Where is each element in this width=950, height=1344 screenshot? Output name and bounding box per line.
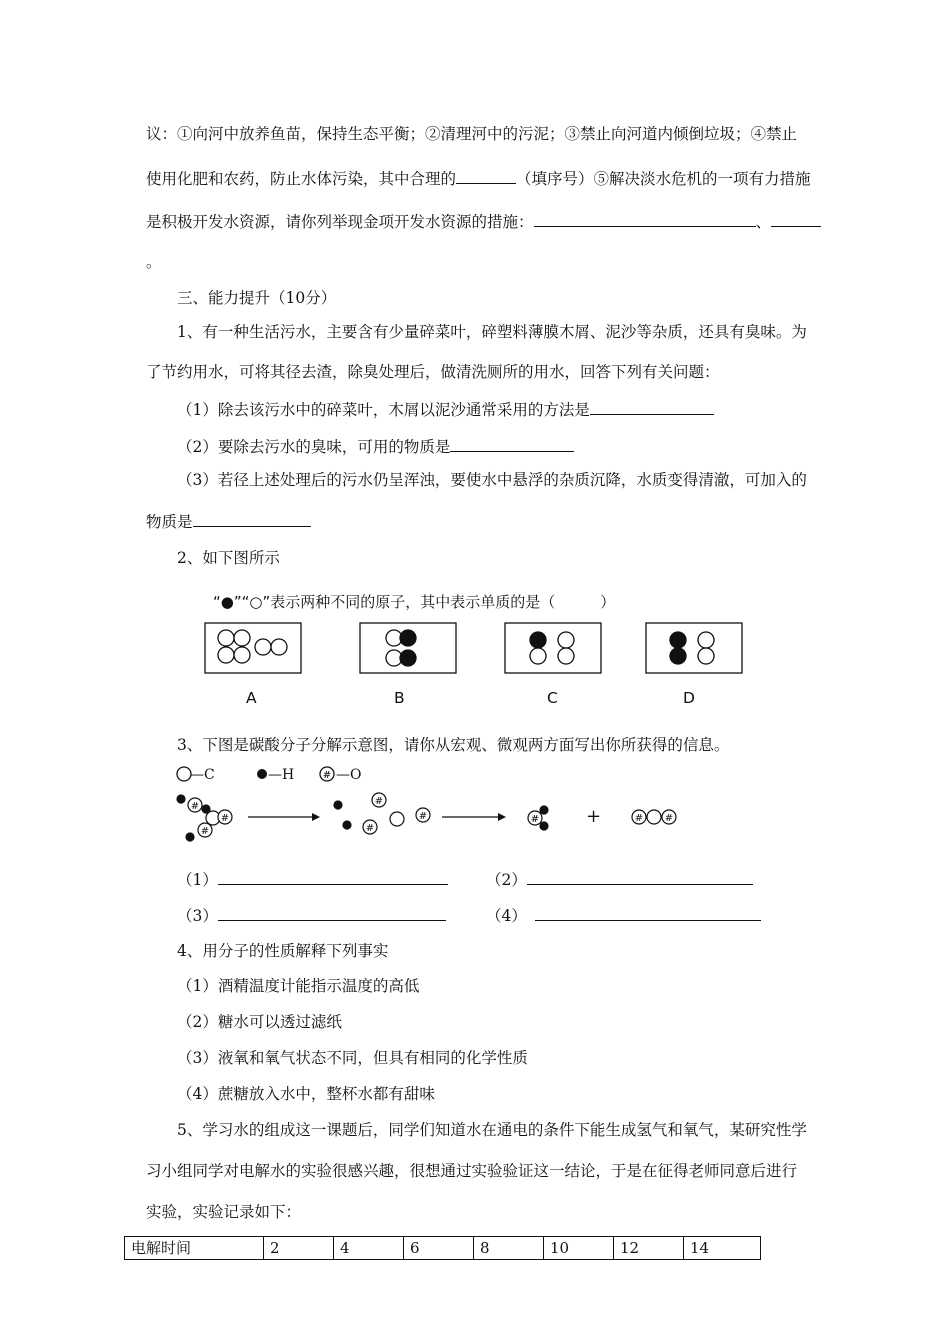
- option-a-label: A: [246, 689, 257, 707]
- q1-part-1-text: （1）除去该污水中的碎菜叶，木屑以泥沙通常采用的方法是: [177, 401, 590, 419]
- intro-line-3: [146, 210, 821, 232]
- q3-answer-3: [177, 904, 446, 926]
- table-header-cell: 4: [334, 1237, 404, 1260]
- svg-text:#: #: [365, 823, 375, 834]
- q4-item-2: （2）糖水可以透过滤纸: [177, 1013, 342, 1031]
- option-a-diagram[interactable]: [205, 623, 301, 673]
- table-header-cell: 2: [264, 1237, 334, 1260]
- q1-part-1: [177, 398, 714, 420]
- legend-carbon: —C: [190, 767, 215, 783]
- answer-blank-q3-2[interactable]: [527, 868, 753, 885]
- table-row: [125, 1237, 761, 1260]
- table-header-cell: 10: [544, 1237, 614, 1260]
- answer-blank-q1-1[interactable]: [590, 398, 714, 415]
- q1-part-2: [177, 435, 574, 457]
- answer-blank-water-2[interactable]: [771, 210, 821, 227]
- svg-text:#: #: [530, 814, 540, 825]
- answer-blank-q1-2[interactable]: [450, 435, 574, 452]
- option-b-diagram[interactable]: [360, 623, 456, 673]
- q1-part-3b: [146, 510, 311, 532]
- svg-text:#: #: [190, 801, 200, 812]
- q2-stem: 2、如下图所示: [177, 549, 280, 567]
- q1-stem-2: 了节约用水，可将其径去渣，除臭处理后，做清洗厕所的用水，回答下列有关问题：: [146, 363, 720, 381]
- q5-stem-2: 习小组同学对电解水的实验很感兴趣，很想通过实验验证这一结论，于是在征得老师同意后进行: [146, 1162, 798, 1180]
- answer-blank-q3-3[interactable]: [218, 904, 446, 921]
- q3-answer-3-label: （3）: [177, 907, 218, 925]
- svg-text:#: #: [200, 826, 210, 837]
- q4-item-4: （4）蔗糖放入水中，整杯水都有甜味: [177, 1085, 435, 1103]
- legend-hydrogen: —H: [268, 767, 295, 783]
- svg-text:#: #: [322, 770, 332, 781]
- q1-part-3b-text: 物质是: [146, 513, 193, 531]
- q4-stem: 4、用分子的性质解释下列事实: [177, 942, 389, 960]
- q1-stem-1: 1、有一种生活污水，主要含有少量碎菜叶，碎塑料薄膜木屑、泥沙等杂质，还具有臭味。为: [177, 323, 807, 341]
- svg-text:#: #: [374, 796, 384, 807]
- plus-sign: +: [586, 806, 602, 827]
- intro-line-4: 。: [146, 253, 162, 271]
- q1-part-3a: （3）若径上述处理后的污水仍呈浑浊，要使水中悬浮的杂质沉降，水质变得清澈，可加入的: [177, 471, 807, 489]
- answer-blank-q1-3[interactable]: [193, 510, 311, 527]
- answer-blank-q3-4[interactable]: [535, 904, 761, 921]
- svg-text:#: #: [220, 813, 230, 824]
- intro-line-2: [146, 167, 811, 189]
- q2-figure-caption: “●”“○”表示两种不同的原子，其中表示单质的是（ ）: [213, 593, 616, 611]
- q5-stem-1: 5、学习水的组成这一课题后，同学们知道水在通电的条件下能生成氢气和氧气，某研究性学: [177, 1121, 807, 1139]
- intro-line-2b: （填序号）⑤解决淡水危机的一项有力措施: [516, 170, 811, 188]
- intro-line-1: 议：①向河中放养鱼苗，保持生态平衡；②清理河中的污泥；③禁止向河道内倾倒垃圾；④禁止: [146, 125, 798, 143]
- electrolysis-table: [124, 1236, 761, 1260]
- q4-item-1: （1）酒精温度计能指示温度的高低: [177, 977, 420, 995]
- option-c-label: C: [547, 689, 558, 707]
- answer-blank-q3-1[interactable]: [218, 868, 448, 885]
- q4-item-3: （3）液氧和氧气状态不同，但具有相同的化学性质: [177, 1049, 528, 1067]
- carbon-atom-icon: [177, 767, 191, 781]
- table-header-cell: 8: [474, 1237, 544, 1260]
- q3-decomposition-figure: [170, 760, 690, 845]
- intro-line-2a: 使用化肥和农药，防止水体污染，其中合理的: [146, 170, 457, 188]
- q1-part-2-text: （2）要除去污水的臭味，可用的物质是: [177, 438, 451, 456]
- q3-answer-2-label: （2）: [486, 871, 527, 889]
- intro-line-3b: 、: [755, 213, 772, 231]
- q3-answer-1-label: （1）: [177, 871, 218, 889]
- table-header-cell: 14: [684, 1237, 761, 1260]
- table-header-cell: 6: [404, 1237, 474, 1260]
- q3-answer-2: [486, 868, 753, 890]
- hydrogen-atom-icon: [257, 769, 267, 779]
- q3-answer-4: [486, 904, 761, 926]
- q3-answer-4-label: （4）: [486, 907, 527, 925]
- option-b-label: B: [394, 689, 405, 707]
- table-header-cell: 电解时间: [125, 1237, 264, 1260]
- option-c-diagram[interactable]: [505, 623, 601, 673]
- q3-answer-1: [177, 868, 448, 890]
- option-d-label: D: [683, 689, 695, 707]
- svg-text:#: #: [664, 813, 674, 824]
- option-d-diagram[interactable]: [646, 623, 742, 673]
- section-title: 三、能力提升（10分）: [177, 289, 337, 307]
- legend-oxygen: —O: [336, 767, 362, 783]
- q5-stem-3: 实验，实验记录如下：: [146, 1203, 302, 1221]
- svg-text:#: #: [634, 813, 644, 824]
- intro-line-3a: 是积极开发水资源，请你列举现金项开发水资源的措施：: [146, 213, 534, 231]
- q3-stem: 3、下图是碳酸分子分解示意图，请你从宏观、微观两方面写出你所获得的信息。: [177, 736, 730, 754]
- svg-text:#: #: [418, 811, 428, 822]
- answer-blank-water-1[interactable]: [534, 210, 756, 227]
- table-header-cell: 12: [614, 1237, 684, 1260]
- q2-options-figure: [200, 618, 750, 708]
- answer-blank-measures[interactable]: [456, 167, 516, 184]
